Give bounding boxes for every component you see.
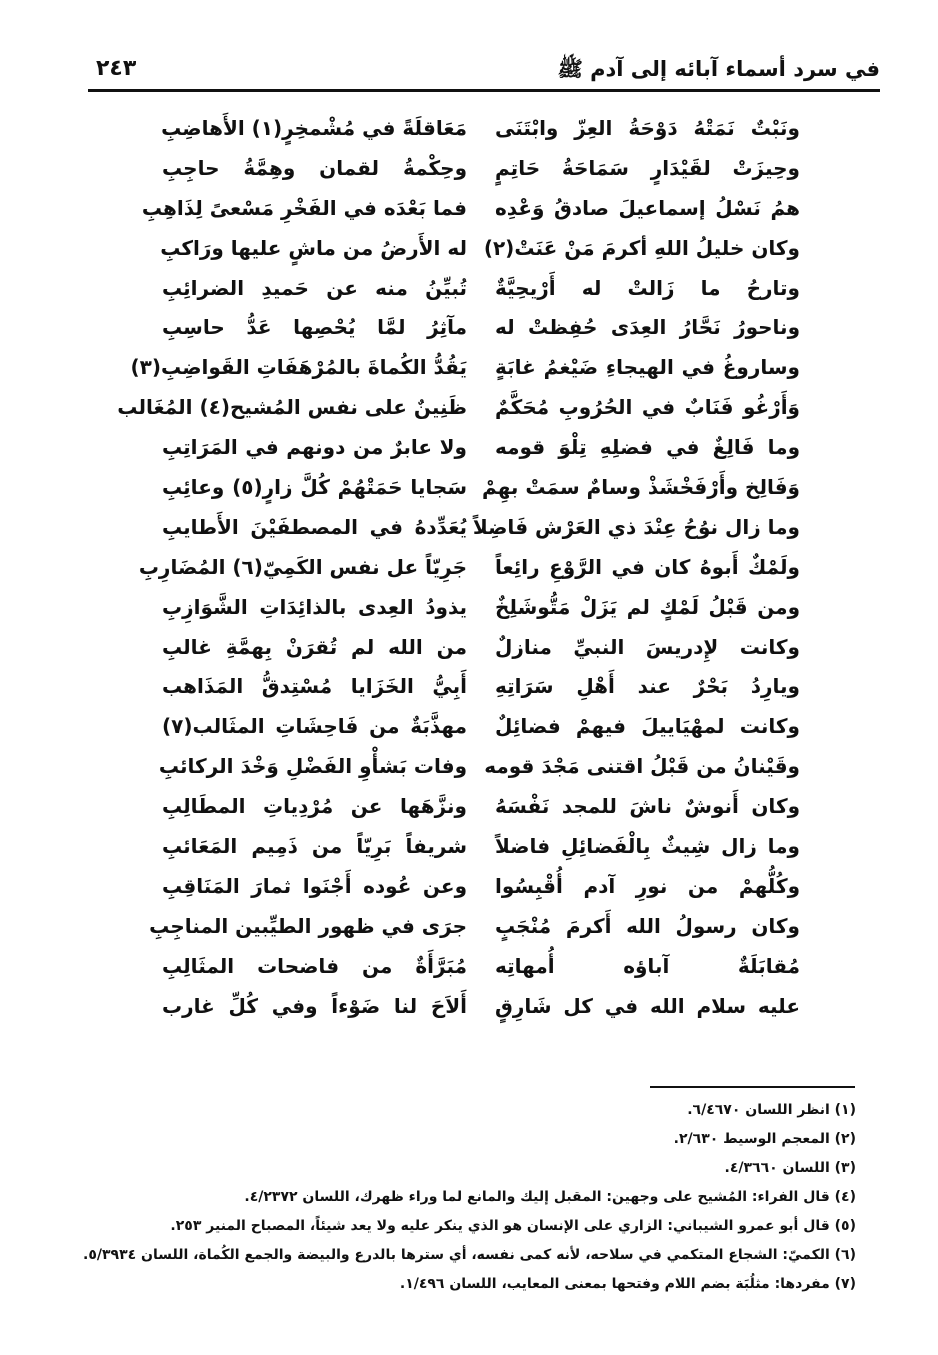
hemistich-second: وعن عُوده أَجْنَوا ثمارَ المَنَاقِبِ [162, 873, 467, 898]
verse-line [160, 666, 800, 706]
hemistich-second: يَقُدُّ الكُماةَ بالمُرْهَفَاتِ القَواضِبِ(٣) [130, 355, 467, 380]
hemistich-second: وفات بَشأْوِ الفَضْلِ وَخْدَ الركائبِ [158, 754, 467, 779]
hemistich-second: من الله لم تُقرَنْ بِهمَّةِ غالبِ [162, 634, 467, 659]
hemistich-first: ويارِدُ بَحْرٌ عند أَهْلِ سَرَاتِهِ [495, 674, 800, 699]
hemistich-first: وما فَالِغٌ في فضلِهِ تِلْوَ قومه [495, 435, 800, 460]
hemistich-second: جرَى في ظهور الطيِّبين المناجِبِ [149, 913, 467, 938]
hemistich-first: وَأَرْغُو فَنَابٌ في الحُرُوبِ مُحَكَّمٌ [495, 395, 800, 420]
hemistich-first: مُقابَلَةٌ آباؤه أُمهاتِه [495, 953, 800, 978]
footnote-separator [650, 1086, 855, 1088]
verse-line [160, 307, 800, 347]
verse-line [160, 866, 800, 906]
verse-line [160, 148, 800, 188]
poem [117, 108, 800, 1025]
verse-line [141, 188, 800, 228]
hemistich-first: وَفَالِخ وأَرْفَخْشَذْ وسامٌ سمَتْ بهِمْ [482, 474, 800, 499]
hemistich-second: ولا عابرٌ من دونهم في المَرَاتِبِ [162, 435, 467, 460]
hemistich-second: مآثِرُ لمَّا يُحْصِها عَدُّ حاسِبِ [162, 315, 467, 340]
header-rule [88, 89, 880, 92]
verse-line [160, 706, 800, 746]
verse-line [160, 268, 800, 308]
verse-line [117, 387, 800, 427]
hemistich-second: وحِكْمةُ لقمان وهِمَّةُ حاجِبِ [162, 155, 467, 180]
footnote: (١) انظر اللسان ٦/٤٦٧٠. [687, 1102, 856, 1118]
verse-line [160, 786, 800, 826]
hemistich-first: ونَبْتٌ نَمَتْهُ دَوْحَةُ العِزّ وابْتَنَى [495, 115, 800, 140]
hemistich-second: أَلاَحَ لنا ضَوْءاً وفي كُلِّ غارب [162, 993, 467, 1018]
footnote: (٦) الكميّ: الشجاع المتكمي في سلاحه، لأنه كمى نفسه، أي سترها بالدرع والبيضة والجمع الكُماة، اللسان ٥/٣٩٣٤. [83, 1247, 856, 1263]
verse-line [160, 826, 800, 866]
hemistich-first: وكان أَنوشٌ ناشَ للمجد نَفْسَهُ [495, 794, 800, 819]
hemistich-first: وحِيزَتْ لقَيْدَارٍ سَمَاحَةُ حَاتِمٍ [495, 155, 800, 180]
verse-line [130, 347, 800, 387]
footnote: (٤) قال الفراء: المُشيح على وجهين: المقبل إليك والمانع لما وراء ظهرك، اللسان ٤/٢٣٧٢. [244, 1189, 856, 1205]
hemistich-first: وكُلُّهمْ من نورِ آدم أُقْبِسُوا [495, 873, 800, 898]
verse-line [160, 946, 800, 986]
hemistich-first: وناحورُ نَحَّارُ العِدَى حُفِظتْ له [495, 315, 800, 340]
verse-line [160, 467, 800, 507]
hemistich-second: أَبِيُّ الخَزَايا مُسْتِدقُّ المَذَاهب [162, 674, 467, 699]
verse-line [138, 547, 800, 587]
hemistich-second: يُعَدِّدهُ في المصطفَيْنَ الأَطايبِ [162, 514, 467, 539]
hemistich-second: مَعَاقلَةً في مُشْمخِرٍ(١) الأَهاضِبِ [161, 115, 467, 140]
hemistich-second: مهذَّبَةٌ من فَاحِشَاتِ المثَالب(٧) [162, 714, 467, 739]
hemistich-second: شريفاً بَرِيّاً من ذَمِيم المَعَائبِ [162, 833, 467, 858]
footnotes [83, 1096, 856, 1299]
verse-line [160, 427, 800, 467]
hemistich-first: وقَيْنانُ من قَبْلُ اقتنى مَجْدَ قومه [484, 754, 800, 779]
hemistich-second: جَرِيّاً عل نفس الكَمِيّ(٦) المُضَارِبِ [138, 554, 467, 579]
hemistich-second: ظَنِينٌ على نفس المُشيح(٤) المُغَالب [117, 395, 467, 420]
verse-line [160, 986, 800, 1026]
hemistich-first: همُ نَسْلُ إسماعيلَ صادقُ وَعْدِه [495, 195, 800, 220]
hemistich-second: له الأَرضُ من ماشٍ عليها ورَاكبِ [160, 235, 467, 260]
footnote: (٣) اللسان ٤/٣٦٦٠. [724, 1160, 856, 1176]
hemistich-first: وتارحُ ما زَالتْ له أَرْيحِيَّةٌ [495, 275, 800, 300]
footnote: (٥) قال أبو عمرو الشيباني: الزاري على الإنسان هو الذي ينكر عليه ولا يعد شيئاً، المصباح المنير ٢٥٣. [170, 1218, 856, 1234]
verse-line [160, 507, 800, 547]
verse-line [160, 746, 800, 786]
hemistich-first: وساروغُ في الهيجاءِ ضَيْغمُ غابَةٍ [495, 355, 800, 380]
hemistich-first: وما زال نوُحُ عِنْدَ ذي العَرْش فَاضِلاً [472, 514, 800, 539]
hemistich-first: وكانت لإِدريسَ النبيِّ منازلٌ [495, 634, 800, 659]
hemistich-first: وكانت لمهْيَاييلَ فيهمْ فضائِلٌ [495, 714, 800, 739]
hemistich-second: سَجايا حَمَتْهُمْ كُلَّ زارٍ(٥) وعائِبِ [162, 474, 467, 499]
hemistich-second: ونزَّهَها عن مُرْدِياتِ المطَالِبِ [162, 794, 467, 819]
hemistich-second: يذودُ العِدى بالذائِدَاتِ الشَّوَازِبِ [162, 594, 467, 619]
page-number: ٢٤٣ [96, 56, 137, 81]
footnote: (٧) مفردها: مثلُبَة بضم اللام وفتحها بمعنى المعايب، اللسان ١/٤٩٦. [399, 1276, 856, 1292]
hemistich-first: وكان رسولُ الله أَكرمَ مُنْجَبٍ [495, 913, 800, 938]
hemistich-second: مُبَرَّأَةٌ من فاضحات المثَالِبِ [162, 953, 467, 978]
verse-line [160, 108, 800, 148]
hemistich-second: فما بَعْدَه في الفَخْرِ مَسْعىً لِذَاهِبِ [141, 195, 467, 220]
verse-line [160, 587, 800, 627]
footnote: (٢) المعجم الوسيط ٢/٦٣٠. [673, 1131, 856, 1147]
verse-line [160, 228, 800, 268]
hemistich-first: عليه سلام الله في كل شَارِقٍ [495, 993, 800, 1018]
chapter-title: في سرد أسماء آبائه إلى آدم ﷺ [557, 57, 880, 81]
hemistich-second: تُبيِّنُ منه عن حَميدِ الضرائِبِ [162, 275, 467, 300]
verse-line [160, 627, 800, 667]
hemistich-first: ولَمْكٌ أَبوهُ كان في الرَّوْعِ رائِعاً [495, 554, 800, 579]
verse-line [149, 906, 800, 946]
hemistich-first: وما زال شِيثٌ بِالْفَضائِلِ فاضلاً [495, 833, 800, 858]
hemistich-first: ومن قَبْلُ لَمْكٍ لم يَزَلْ مَتُّوشَلِخٌ [495, 594, 800, 619]
hemistich-first: وكان خليلُ اللهِ أكرمَ مَنْ عَنَتْ(٢) [483, 235, 800, 260]
running-header [88, 52, 880, 88]
